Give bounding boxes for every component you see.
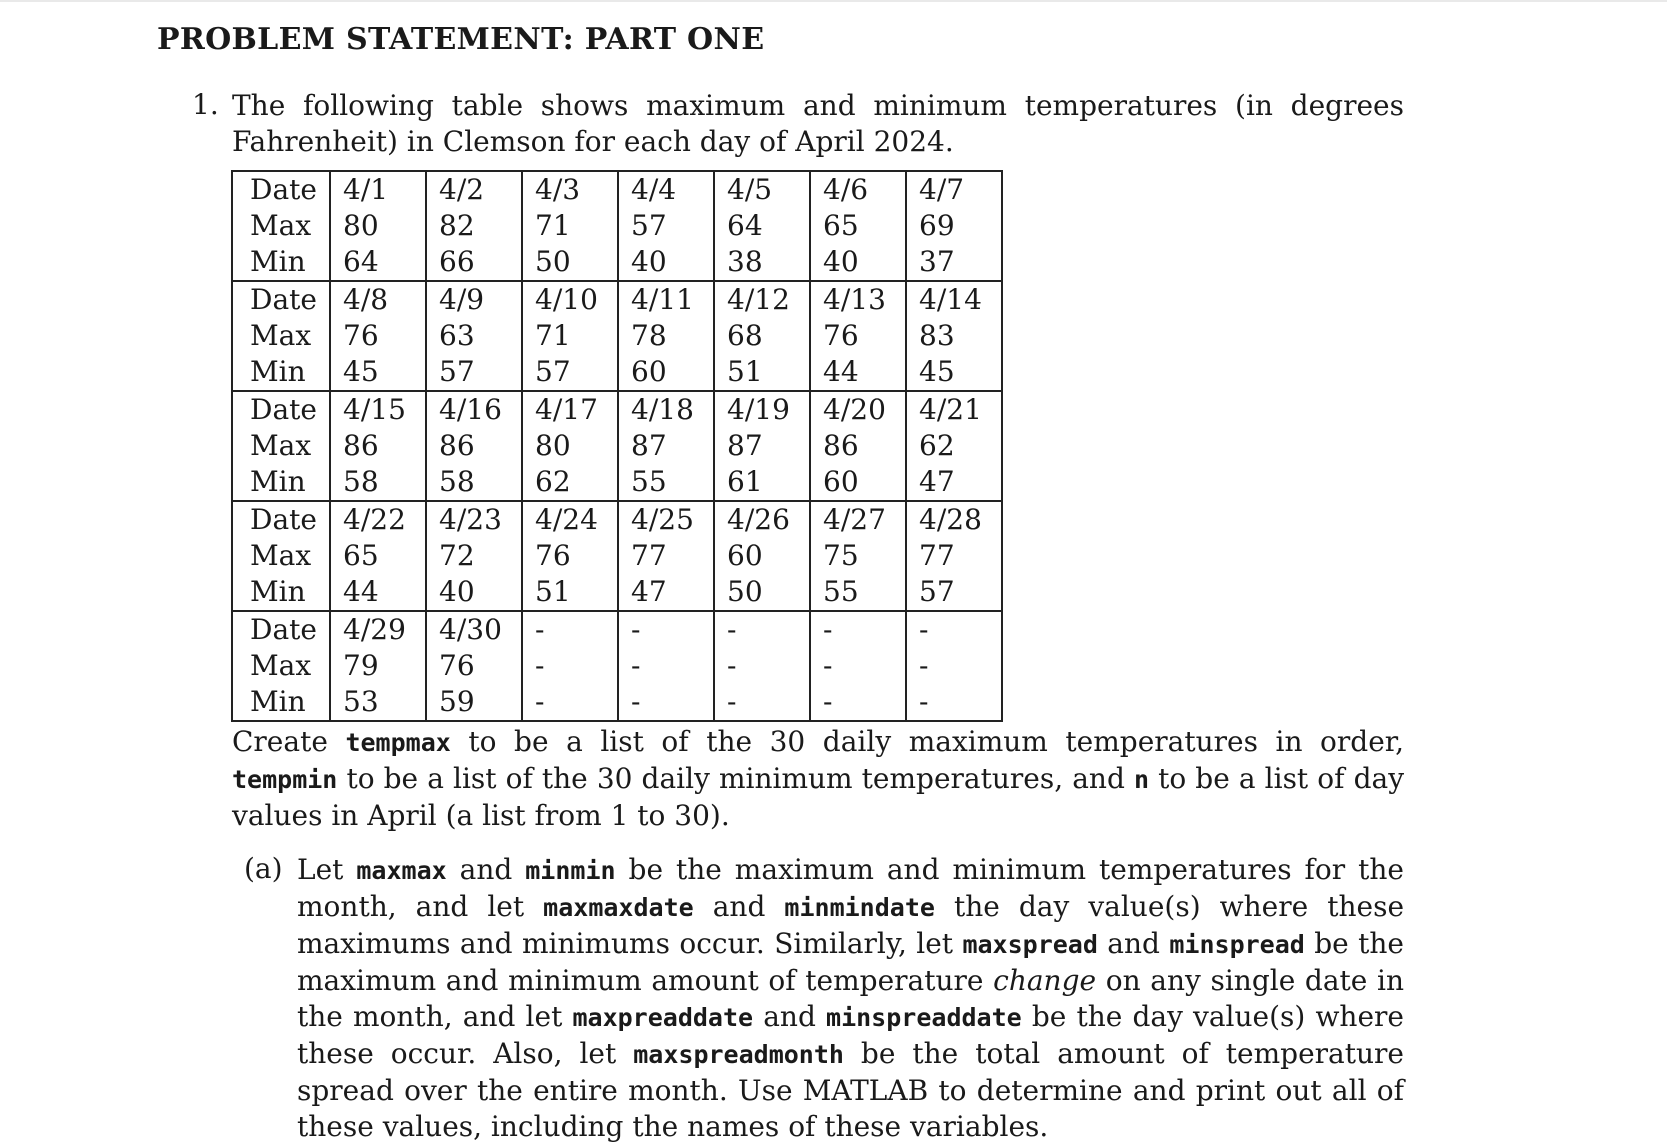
table-cell: 80 bbox=[522, 428, 618, 464]
min-row bbox=[232, 684, 1002, 721]
var-maxmax: maxmax bbox=[356, 856, 447, 885]
text-run: be the maximum and minimum amount of temperature bbox=[297, 927, 1405, 997]
date-row bbox=[232, 171, 1002, 208]
table-cell: 4/1 bbox=[330, 171, 426, 208]
table-cell: 38 bbox=[714, 244, 810, 281]
text-run: and bbox=[1097, 927, 1170, 960]
table-cell: 60 bbox=[810, 464, 906, 501]
table-cell: 4/13 bbox=[810, 281, 906, 318]
table-cell: 4/25 bbox=[618, 501, 714, 538]
max-row bbox=[232, 538, 1002, 574]
table-cell: 65 bbox=[330, 538, 426, 574]
text-run: the day value(s) where these maximums and minimums occur. Similarly, let bbox=[297, 890, 1405, 960]
part-a-paragraph bbox=[297, 852, 1404, 1145]
table-cell: 4/7 bbox=[906, 171, 1002, 208]
text-run: and bbox=[753, 1000, 827, 1033]
table-cell: - bbox=[714, 648, 810, 684]
table-cell: 55 bbox=[618, 464, 714, 501]
table-cell: 62 bbox=[906, 428, 1002, 464]
table-cell: 4/5 bbox=[714, 171, 810, 208]
table-cell: 4/8 bbox=[330, 281, 426, 318]
part-a-label: (a) bbox=[244, 852, 283, 885]
row-label: Max bbox=[232, 318, 330, 354]
table-cell: 58 bbox=[426, 464, 522, 501]
table-cell: - bbox=[522, 611, 618, 648]
table-cell: 40 bbox=[810, 244, 906, 281]
table-cell: - bbox=[810, 684, 906, 721]
table-cell: - bbox=[810, 611, 906, 648]
table-cell: 80 bbox=[330, 208, 426, 244]
var-minmin: minmin bbox=[525, 856, 616, 885]
table-cell: 40 bbox=[618, 244, 714, 281]
row-label: Date bbox=[232, 281, 330, 318]
table-cell: - bbox=[618, 684, 714, 721]
table-cell: 51 bbox=[522, 574, 618, 611]
table-cell: 86 bbox=[810, 428, 906, 464]
table-cell: 76 bbox=[810, 318, 906, 354]
var-tempmin: tempmin bbox=[232, 765, 338, 794]
row-label: Max bbox=[232, 428, 330, 464]
table-cell: 57 bbox=[906, 574, 1002, 611]
table-cell: 75 bbox=[810, 538, 906, 574]
table-cell: 87 bbox=[714, 428, 810, 464]
table-cell: 59 bbox=[426, 684, 522, 721]
table-cell: 76 bbox=[330, 318, 426, 354]
text-run: and bbox=[693, 890, 785, 923]
text-run: be the maximum and minimum temperatures for the month, and let bbox=[297, 853, 1404, 923]
date-row bbox=[232, 281, 1002, 318]
table-cell: 82 bbox=[426, 208, 522, 244]
table-cell: 4/11 bbox=[618, 281, 714, 318]
max-row bbox=[232, 648, 1002, 684]
min-row bbox=[232, 354, 1002, 391]
text-run: to be a list of day values in April (a list from 1 to 30). bbox=[232, 762, 1405, 832]
row-label: Date bbox=[232, 171, 330, 208]
table-cell: 64 bbox=[714, 208, 810, 244]
table-cell: 4/6 bbox=[810, 171, 906, 208]
table-cell: 44 bbox=[330, 574, 426, 611]
table-cell: 69 bbox=[906, 208, 1002, 244]
table-cell: - bbox=[522, 648, 618, 684]
table-cell: 86 bbox=[426, 428, 522, 464]
table-cell: 4/2 bbox=[426, 171, 522, 208]
min-row bbox=[232, 244, 1002, 281]
table-cell: 62 bbox=[522, 464, 618, 501]
table-cell: 4/20 bbox=[810, 391, 906, 428]
min-row bbox=[232, 574, 1002, 611]
table-cell: 4/22 bbox=[330, 501, 426, 538]
table-cell: 44 bbox=[810, 354, 906, 391]
min-row bbox=[232, 464, 1002, 501]
table-cell: 65 bbox=[810, 208, 906, 244]
table-cell: 4/23 bbox=[426, 501, 522, 538]
table-cell: 50 bbox=[714, 574, 810, 611]
table-cell: 4/19 bbox=[714, 391, 810, 428]
table-cell: - bbox=[906, 648, 1002, 684]
table-cell: 60 bbox=[618, 354, 714, 391]
max-row bbox=[232, 318, 1002, 354]
section-heading: PROBLEM STATEMENT: PART ONE bbox=[157, 22, 765, 57]
row-label: Min bbox=[232, 244, 330, 281]
table-cell: 60 bbox=[714, 538, 810, 574]
row-label: Max bbox=[232, 648, 330, 684]
table-cell: - bbox=[810, 648, 906, 684]
table-cell: 64 bbox=[330, 244, 426, 281]
table-cell: 72 bbox=[426, 538, 522, 574]
table-cell: 57 bbox=[426, 354, 522, 391]
table-cell: 4/21 bbox=[906, 391, 1002, 428]
row-label: Max bbox=[232, 208, 330, 244]
row-label: Max bbox=[232, 538, 330, 574]
max-row bbox=[232, 208, 1002, 244]
table-cell: 57 bbox=[522, 354, 618, 391]
table-cell: 4/15 bbox=[330, 391, 426, 428]
table-cell: 4/24 bbox=[522, 501, 618, 538]
var-tempmax: tempmax bbox=[345, 728, 451, 757]
row-label: Date bbox=[232, 501, 330, 538]
var-minspreaddate: minspreaddate bbox=[826, 1003, 1022, 1032]
table-cell: 76 bbox=[522, 538, 618, 574]
table-cell: 4/10 bbox=[522, 281, 618, 318]
table-cell: 37 bbox=[906, 244, 1002, 281]
text-run: be the day value(s) where these occur. Also, let bbox=[297, 1000, 1404, 1070]
var-maxspread: maxspread bbox=[962, 930, 1098, 959]
var-n: n bbox=[1133, 765, 1150, 794]
table-cell: 50 bbox=[522, 244, 618, 281]
table-cell: 4/29 bbox=[330, 611, 426, 648]
date-row bbox=[232, 611, 1002, 648]
table-cell: - bbox=[906, 611, 1002, 648]
table-cell: 71 bbox=[522, 208, 618, 244]
table-cell: - bbox=[522, 684, 618, 721]
emphasis-change: change bbox=[993, 964, 1097, 997]
row-label: Date bbox=[232, 391, 330, 428]
var-maxpreaddate: maxpreaddate bbox=[572, 1003, 754, 1032]
table-cell: 68 bbox=[714, 318, 810, 354]
table-cell: 76 bbox=[426, 648, 522, 684]
table-cell: 53 bbox=[330, 684, 426, 721]
row-label: Min bbox=[232, 354, 330, 391]
text-run: Create bbox=[232, 725, 346, 758]
table-cell: 71 bbox=[522, 318, 618, 354]
table-cell: 47 bbox=[618, 574, 714, 611]
top-divider bbox=[0, 0, 1667, 2]
table-cell: 4/28 bbox=[906, 501, 1002, 538]
table-cell: - bbox=[618, 648, 714, 684]
table-cell: 57 bbox=[618, 208, 714, 244]
table-cell: 4/16 bbox=[426, 391, 522, 428]
table-cell: 51 bbox=[714, 354, 810, 391]
table-cell: 40 bbox=[426, 574, 522, 611]
max-row bbox=[232, 428, 1002, 464]
instructions-paragraph bbox=[232, 724, 1404, 834]
table-cell: 47 bbox=[906, 464, 1002, 501]
table-cell: 4/3 bbox=[522, 171, 618, 208]
table-cell: 79 bbox=[330, 648, 426, 684]
text-run: on any single date in the month, and let bbox=[297, 964, 1404, 1033]
table-cell: 87 bbox=[618, 428, 714, 464]
table-cell: 58 bbox=[330, 464, 426, 501]
var-minspread: minspread bbox=[1169, 930, 1305, 959]
text-run: to be a list of the 30 daily minimum temperatures, and bbox=[337, 762, 1134, 795]
table-cell: 86 bbox=[330, 428, 426, 464]
table-cell: 4/17 bbox=[522, 391, 618, 428]
text-run: to be a list of the 30 daily maximum temperatures in order, bbox=[450, 725, 1404, 758]
table-cell: 55 bbox=[810, 574, 906, 611]
row-label: Min bbox=[232, 464, 330, 501]
row-label: Date bbox=[232, 611, 330, 648]
table-cell: 61 bbox=[714, 464, 810, 501]
date-row bbox=[232, 391, 1002, 428]
table-cell: 66 bbox=[426, 244, 522, 281]
text-run: be the total amount of temperature spread over the entire month. Use MATLAB to determine and print out all of these values, including the names of these variables. bbox=[297, 1037, 1404, 1143]
problem-number: 1. bbox=[192, 88, 219, 121]
var-maxmaxdate: maxmaxdate bbox=[543, 893, 694, 922]
temperature-table bbox=[231, 170, 1003, 722]
text-run: and bbox=[446, 853, 526, 886]
problem-intro: The following table shows maximum and minimum temperatures (in degrees Fahrenheit) in Clemson for each day of April 2024. bbox=[232, 89, 1404, 158]
table-cell: - bbox=[714, 611, 810, 648]
table-cell: 4/9 bbox=[426, 281, 522, 318]
table-cell: 4/18 bbox=[618, 391, 714, 428]
table-cell: 77 bbox=[618, 538, 714, 574]
row-label: Min bbox=[232, 574, 330, 611]
table-cell: 4/26 bbox=[714, 501, 810, 538]
table-cell: 4/27 bbox=[810, 501, 906, 538]
table-cell: 45 bbox=[906, 354, 1002, 391]
date-row bbox=[232, 501, 1002, 538]
table-cell: - bbox=[714, 684, 810, 721]
row-label: Min bbox=[232, 684, 330, 721]
table-cell: 63 bbox=[426, 318, 522, 354]
text-run: Let bbox=[297, 853, 357, 886]
table-cell: 4/30 bbox=[426, 611, 522, 648]
table-cell: 78 bbox=[618, 318, 714, 354]
table-cell: 4/4 bbox=[618, 171, 714, 208]
table-cell: 77 bbox=[906, 538, 1002, 574]
var-maxspreadmonth: maxspreadmonth bbox=[633, 1040, 844, 1069]
table-cell: - bbox=[906, 684, 1002, 721]
table-cell: 4/12 bbox=[714, 281, 810, 318]
table-cell: 4/14 bbox=[906, 281, 1002, 318]
table-cell: 83 bbox=[906, 318, 1002, 354]
var-minmindate: minmindate bbox=[784, 893, 935, 922]
table-cell: 45 bbox=[330, 354, 426, 391]
table-cell: - bbox=[618, 611, 714, 648]
